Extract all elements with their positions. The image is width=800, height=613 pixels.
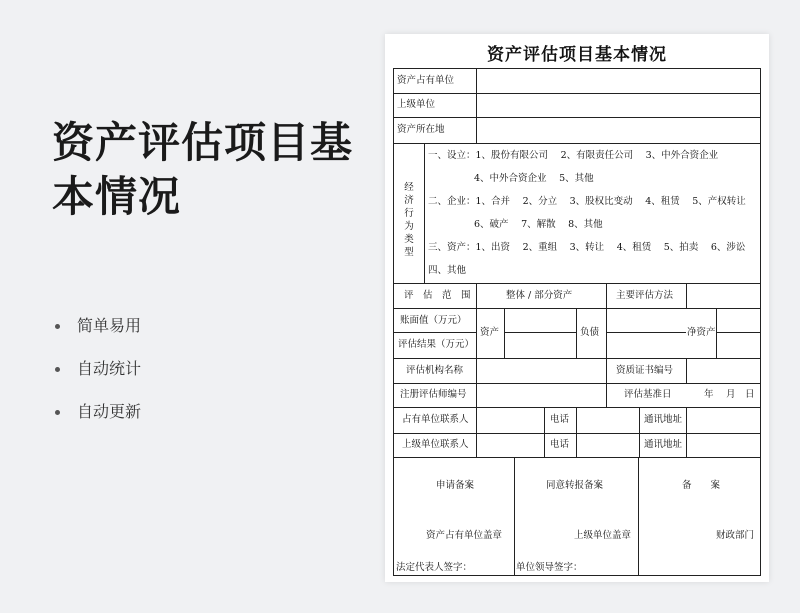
econ-line: 一、设立：1、股份有限公司 2、有限责任公司 3、中外合资企业 — [428, 150, 719, 161]
promo-title: 资产评估项目基本情况 — [52, 118, 354, 221]
label-finance-dept: 财政部门 — [716, 530, 755, 541]
form-table — [393, 68, 761, 576]
label-phone: 电话 — [550, 439, 570, 450]
label-unit-owner: 资产占有单位 — [397, 75, 455, 86]
feature-item: 简单易用 — [55, 308, 141, 351]
label-base-date: 评估基准日 — [624, 389, 672, 400]
value-eval-scope: 整体 / 部分资产 — [506, 290, 573, 301]
base-date-format: 年 月 日 — [704, 389, 755, 400]
label-legal-sign: 法定代表人签字： — [396, 562, 473, 573]
label-record: 备 案 — [682, 480, 721, 491]
label-agree-record: 同意转报备案 — [546, 480, 604, 491]
label-main-method: 主要评估方法 — [616, 290, 674, 301]
label-eval-scope: 评 估 范 围 — [404, 290, 471, 301]
label-liabilities: 负债 — [580, 327, 600, 338]
label-superior-unit: 上级单位 — [397, 99, 436, 110]
label-asset-location: 资产所在地 — [397, 124, 445, 135]
econ-line: 4、中外合资企业 5、其他 — [474, 173, 594, 184]
econ-line: 三、资产：1、出资 2、重组 3、转让 4、租赁 5、拍卖 6、涉讼 — [428, 242, 746, 253]
promo-panel — [0, 0, 380, 613]
label-assets: 资产 — [480, 327, 500, 338]
label-address: 通讯地址 — [644, 414, 683, 425]
label-appraiser-no: 注册评估师编号 — [400, 389, 467, 400]
label-net-assets: 净资产 — [687, 327, 716, 338]
feature-item: 自动统计 — [55, 351, 141, 394]
label-phone: 电话 — [550, 414, 570, 425]
label-owner-contact: 占有单位联系人 — [402, 414, 469, 425]
label-agency-name: 评估机构名称 — [406, 365, 464, 376]
feature-list — [55, 308, 141, 437]
feature-item: 自动更新 — [55, 394, 141, 437]
label-superior-contact: 上级单位联系人 — [402, 439, 469, 450]
label-apply-record: 申请备案 — [436, 480, 475, 491]
label-book-value: 账面值（万元） — [400, 315, 467, 326]
form-preview — [385, 34, 769, 582]
econ-line: 四、其他 — [428, 265, 467, 276]
label-leader-sign: 单位领导签字： — [516, 562, 583, 573]
label-eval-result: 评估结果（万元） — [398, 339, 475, 350]
label-econ-type: 经济行为类型 — [404, 182, 414, 258]
label-address: 通讯地址 — [644, 439, 683, 450]
label-owner-seal: 资产占有单位盖章 — [426, 530, 503, 541]
label-cert-no: 资质证书编号 — [616, 365, 674, 376]
label-superior-seal: 上级单位盖章 — [574, 530, 632, 541]
form-title: 资产评估项目基本情况 — [487, 45, 667, 65]
econ-line: 6、破产 7、解散 8、其他 — [474, 219, 603, 230]
econ-line: 二、企业：1、合并 2、分立 3、股权比变动 4、租赁 5、产权转让 — [428, 196, 746, 207]
